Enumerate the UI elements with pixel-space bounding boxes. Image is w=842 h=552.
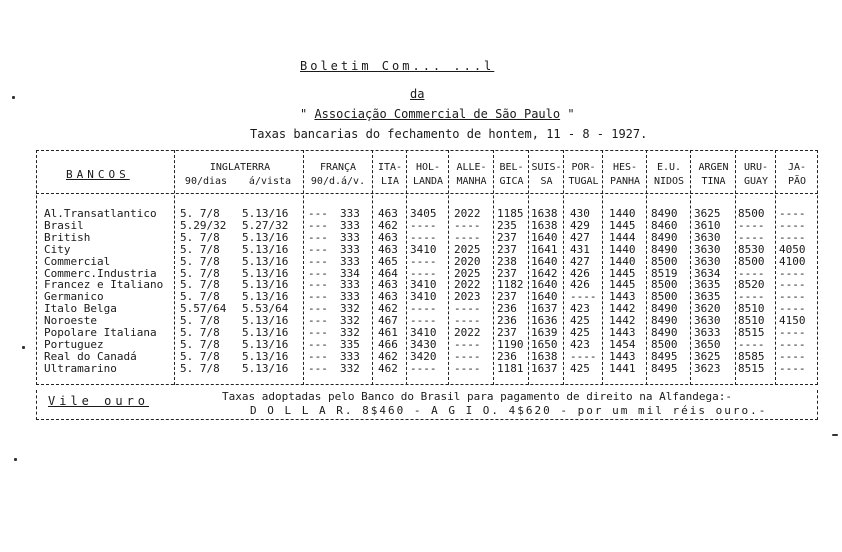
header-franca: FRANÇA — [319, 162, 357, 173]
stray-mark — [22, 346, 25, 349]
cell-all: ---- — [454, 361, 481, 375]
cell-hes: 1442 — [609, 314, 636, 328]
cell-hol: ---- — [410, 230, 437, 244]
cell-uru: 8510 — [738, 302, 765, 316]
cell-all: ---- — [454, 314, 481, 328]
cell-eu: 8490 — [651, 302, 678, 316]
cell-f90: --- — [308, 290, 328, 304]
column-divider — [735, 150, 736, 385]
cell-jap: ---- — [779, 266, 806, 280]
cell-ivista: 5.13/16 — [242, 337, 289, 351]
header-suissa-1: SUIS- — [531, 162, 562, 173]
dollar-agio-line: D O L L A R. 8$460 - A G I O. 4$620 - por um mil réis ouro.- — [250, 404, 768, 417]
cell-sui: 1650 — [531, 337, 558, 351]
header-ing-90dias: 90/dias — [184, 176, 228, 187]
cell-all: 2020 — [454, 254, 481, 268]
cell-bel: 235 — [497, 218, 517, 232]
cell-uru: ---- — [738, 290, 765, 304]
cell-arg: 3630 — [694, 254, 721, 268]
cell-sui: 1639 — [531, 326, 558, 339]
cell-ita: 465 — [378, 254, 398, 268]
adopted-rates-note: Taxas adoptadas pelo Banco do Brasil para pagamento de direito na Alfandega:- — [222, 390, 732, 403]
cell-jap: ---- — [779, 230, 806, 244]
cell-bank: City — [44, 242, 71, 256]
cell-f90: --- — [308, 266, 328, 280]
cell-sui: 1640 — [531, 290, 558, 304]
header-hespanha-2: PANHA — [609, 176, 641, 187]
cell-f90: --- — [308, 254, 328, 268]
cell-bank: Commerc.Industria — [44, 266, 157, 280]
cell-bank: Germanico — [44, 290, 104, 304]
cell-i90: 5.57/64 — [180, 302, 227, 316]
cell-arg: 3633 — [694, 326, 721, 339]
cell-i90: 5. 7/8 — [180, 278, 220, 292]
cell-hes: 1440 — [609, 254, 636, 268]
cell-jap: ---- — [779, 326, 806, 339]
header-argentina-1: ARGEN — [698, 162, 729, 173]
cell-f90: --- — [308, 207, 328, 220]
cell-fvista: 332 — [340, 326, 360, 339]
cell-ita: 466 — [378, 337, 398, 351]
cell-i90: 5. 7/8 — [180, 290, 220, 304]
cell-fvista: 333 — [340, 349, 360, 363]
cell-ivista: 5.13/16 — [242, 349, 289, 363]
cell-sui: 1642 — [531, 266, 558, 280]
cell-f90: --- — [308, 361, 328, 375]
column-divider — [303, 150, 304, 385]
cell-sui: 1637 — [531, 302, 558, 316]
cell-uru: 8530 — [738, 242, 765, 256]
cell-sui: 1638 — [531, 207, 558, 220]
cell-sui: 1638 — [531, 218, 558, 232]
cell-fvista: 333 — [340, 207, 360, 220]
cell-uru: 8515 — [738, 361, 765, 375]
cell-eu: 8500 — [651, 337, 678, 351]
cell-all: ---- — [454, 218, 481, 232]
cell-i90: 5. 7/8 — [180, 254, 220, 268]
cell-f90: --- — [308, 326, 328, 339]
cell-ita: 467 — [378, 314, 398, 328]
cell-fvista: 335 — [340, 337, 360, 351]
cell-bank: Francez e Italiano — [44, 278, 164, 292]
cell-eu: 8500 — [651, 290, 678, 304]
column-divider — [372, 150, 373, 385]
cell-por: 431 — [570, 242, 590, 256]
cell-eu: 8495 — [651, 349, 678, 363]
cell-por: 430 — [570, 207, 590, 220]
header-hespanha-1: HES- — [612, 162, 638, 173]
cell-all: 2023 — [454, 290, 481, 304]
cell-hol: ---- — [410, 254, 437, 268]
cell-ivista: 5.13/16 — [242, 290, 289, 304]
cell-hes: 1445 — [609, 266, 636, 280]
cell-f90: --- — [308, 242, 328, 256]
cell-fvista: 332 — [340, 361, 360, 375]
header-italia-2: LIA — [380, 176, 400, 187]
header-belgica-2: GICA — [499, 176, 524, 187]
cell-ita: 463 — [378, 207, 398, 220]
header-fr-sub: 90/d.á/v. — [310, 176, 366, 187]
cell-arg: 3610 — [694, 218, 721, 232]
cell-fvista: 333 — [340, 290, 360, 304]
stray-mark — [832, 434, 838, 436]
cell-ita: 464 — [378, 266, 398, 280]
cell-arg: 3620 — [694, 302, 721, 316]
cell-f90: --- — [308, 230, 328, 244]
cell-eu: 8495 — [651, 361, 678, 375]
cell-por: 427 — [570, 230, 590, 244]
cell-hes: 1441 — [609, 361, 636, 375]
cell-bank: Popolare Italiana — [44, 326, 157, 339]
cell-bel: 1185 — [497, 207, 524, 220]
header-eunidos-1: E.U. — [656, 162, 682, 173]
cell-f90: --- — [308, 302, 328, 316]
header-eunidos-2: NIDOS — [653, 176, 685, 187]
cell-sui: 1637 — [531, 361, 558, 375]
cell-hol: ---- — [410, 302, 437, 316]
cell-f90: --- — [308, 337, 328, 351]
cell-uru: ---- — [738, 218, 765, 232]
stray-mark — [12, 96, 15, 99]
cell-ivista: 5.13/16 — [242, 314, 289, 328]
cell-i90: 5. 7/8 — [180, 266, 220, 280]
cell-jap: ---- — [779, 349, 806, 363]
column-divider — [563, 150, 564, 385]
cell-uru: ---- — [738, 230, 765, 244]
cell-jap: ---- — [779, 278, 806, 292]
cell-hes: 1443 — [609, 326, 636, 339]
cell-bel: 236 — [497, 314, 517, 328]
cell-jap: 4100 — [779, 254, 806, 268]
column-divider — [775, 150, 776, 385]
cell-f90: --- — [308, 278, 328, 292]
cell-sui: 1641 — [531, 242, 558, 256]
assoc-name-text: Associação Commercial de São Paulo — [314, 107, 561, 121]
column-divider — [602, 150, 603, 385]
cell-all: 2022 — [454, 278, 481, 292]
cell-hol: 3410 — [410, 242, 437, 256]
cell-i90: 5. 7/8 — [180, 207, 220, 220]
cell-por: 427 — [570, 254, 590, 268]
cell-por: 423 — [570, 337, 590, 351]
header-uruguay-1: URU- — [743, 162, 769, 173]
cell-arg: 3630 — [694, 314, 721, 328]
cell-jap: ---- — [779, 361, 806, 375]
column-divider — [174, 150, 175, 385]
cell-ita: 461 — [378, 326, 398, 339]
cell-hol: 3430 — [410, 337, 437, 351]
cell-ita: 462 — [378, 361, 398, 375]
column-divider — [646, 150, 647, 385]
header-ing-avista: á/vista — [248, 176, 292, 187]
cell-hol: ---- — [410, 314, 437, 328]
header-belgica-1: BEL- — [499, 162, 524, 173]
cell-bank: Commercial — [44, 254, 111, 268]
cell-bel: 1190 — [497, 337, 524, 351]
cell-por: 425 — [570, 361, 590, 375]
cell-i90: 5. 7/8 — [180, 337, 220, 351]
cell-por: 426 — [570, 266, 590, 280]
cell-ivista: 5.13/16 — [242, 254, 289, 268]
cell-arg: 3623 — [694, 361, 721, 375]
cell-bel: 237 — [497, 326, 517, 339]
cell-ivista: 5.27/32 — [242, 218, 289, 232]
column-divider — [406, 150, 407, 385]
cell-fvista: 333 — [340, 218, 360, 232]
cell-eu: 8500 — [651, 278, 678, 292]
cell-hol: ---- — [410, 218, 437, 232]
cell-fvista: 332 — [340, 314, 360, 328]
cell-uru: 8585 — [738, 349, 765, 363]
assoc-open: " — [300, 107, 315, 121]
column-divider — [690, 150, 691, 385]
cell-bel: 1182 — [497, 278, 524, 292]
cell-hes: 1440 — [609, 207, 636, 220]
cell-hes: 1443 — [609, 349, 636, 363]
cell-hes: 1454 — [609, 337, 636, 351]
cell-bel: 236 — [497, 349, 517, 363]
cell-i90: 5. 7/8 — [180, 326, 220, 339]
cell-ita: 462 — [378, 349, 398, 363]
cell-fvista: 334 — [340, 266, 360, 280]
cell-hes: 1443 — [609, 290, 636, 304]
cell-hol: ---- — [410, 361, 437, 375]
cell-arg: 3625 — [694, 207, 721, 220]
header-argentina-2: TINA — [701, 176, 726, 187]
cell-all: ---- — [454, 302, 481, 316]
cell-ivista: 5.13/16 — [242, 266, 289, 280]
cell-ita: 463 — [378, 278, 398, 292]
column-divider — [528, 150, 529, 385]
cell-ivista: 5.13/16 — [242, 326, 289, 339]
cell-bank: Al.Transatlantico — [44, 207, 157, 220]
cell-fvista: 332 — [340, 302, 360, 316]
cell-ivista: 5.13/16 — [242, 278, 289, 292]
cell-uru: 8500 — [738, 254, 765, 268]
cell-all: 2025 — [454, 266, 481, 280]
cell-arg: 3635 — [694, 278, 721, 292]
cell-bank: Italo Belga — [44, 302, 117, 316]
cell-bank: Portuguez — [44, 337, 104, 351]
cell-f90: --- — [308, 314, 328, 328]
cell-por: 425 — [570, 314, 590, 328]
cell-sui: 1636 — [531, 314, 558, 328]
cell-jap: 4150 — [779, 314, 806, 328]
cell-fvista: 333 — [340, 230, 360, 244]
cell-bank: British — [44, 230, 91, 244]
cell-fvista: 333 — [340, 242, 360, 256]
column-divider — [448, 150, 449, 385]
cell-eu: 8460 — [651, 218, 678, 232]
header-portugal-1: POR- — [571, 162, 596, 173]
cell-ita: 463 — [378, 230, 398, 244]
cell-eu: 8490 — [651, 314, 678, 328]
cell-fvista: 333 — [340, 254, 360, 268]
cell-uru: 8510 — [738, 314, 765, 328]
cell-all: 2022 — [454, 207, 481, 220]
cell-bel: 237 — [497, 266, 517, 280]
cell-ivista: 5.53/64 — [242, 302, 289, 316]
cell-bank: Brasil — [44, 218, 84, 232]
header-allemanha-1: ALLE- — [456, 162, 487, 173]
cell-i90: 5. 7/8 — [180, 230, 220, 244]
cell-arg: 3625 — [694, 349, 721, 363]
cell-jap: ---- — [779, 207, 806, 220]
cell-hes: 1442 — [609, 302, 636, 316]
cell-ita: 463 — [378, 290, 398, 304]
cell-ita: 462 — [378, 218, 398, 232]
header-uruguay-2: GUAY — [743, 176, 769, 187]
cell-bel: 237 — [497, 242, 517, 256]
cell-hes: 1445 — [609, 278, 636, 292]
cell-bank: Ultramarino — [44, 361, 117, 375]
cell-i90: 5. 7/8 — [180, 242, 220, 256]
cell-hes: 1444 — [609, 230, 636, 244]
cell-uru: 8500 — [738, 207, 765, 220]
cell-all: ---- — [454, 230, 481, 244]
document-preposition: da — [410, 87, 425, 101]
header-suissa-2: SA — [540, 176, 553, 187]
cell-bel: 237 — [497, 230, 517, 244]
cell-sui: 1640 — [531, 230, 558, 244]
cell-i90: 5. 7/8 — [180, 314, 220, 328]
header-holanda-1: HOL- — [415, 162, 441, 173]
association-name — [300, 108, 575, 120]
cell-hes: 1440 — [609, 242, 636, 256]
cell-eu: 8490 — [651, 207, 678, 220]
header-divider — [36, 193, 818, 194]
cell-por: 429 — [570, 218, 590, 232]
cell-f90: --- — [308, 218, 328, 232]
header-japao-1: JA- — [787, 162, 807, 173]
cell-bank: Real do Canadá — [44, 349, 137, 363]
cell-eu: 8490 — [651, 230, 678, 244]
header-inglaterra: INGLATERRA — [209, 162, 271, 173]
cell-por: 423 — [570, 302, 590, 316]
column-divider — [493, 150, 494, 385]
rates-caption: Taxas bancarias do fechamento de hontem, 11 - 8 - 1927. — [250, 127, 648, 141]
cell-eu: 8490 — [651, 326, 678, 339]
cell-arg: 3634 — [694, 266, 721, 280]
cell-sui: 1638 — [531, 349, 558, 363]
cell-i90: 5.29/32 — [180, 218, 227, 232]
cell-sui: 1640 — [531, 254, 558, 268]
cell-bank: Noroeste — [44, 314, 97, 328]
cell-uru: ---- — [738, 266, 765, 280]
cell-bel: 1181 — [497, 361, 524, 375]
cell-bel: 236 — [497, 302, 517, 316]
cell-ita: 463 — [378, 242, 398, 256]
cell-hol: 3410 — [410, 326, 437, 339]
cell-all: ---- — [454, 349, 481, 363]
cell-all: ---- — [454, 337, 481, 351]
cell-hes: 1445 — [609, 218, 636, 232]
cell-por: 426 — [570, 278, 590, 292]
cell-f90: --- — [308, 349, 328, 363]
cell-hol: 3420 — [410, 349, 437, 363]
cell-uru: 8520 — [738, 278, 765, 292]
cell-uru: 8515 — [738, 326, 765, 339]
cell-ivista: 5.13/16 — [242, 230, 289, 244]
cell-hol: 3410 — [410, 290, 437, 304]
vile-ouro-label: Vile ouro — [48, 394, 150, 408]
cell-por: ---- — [570, 290, 597, 304]
cell-hol: ---- — [410, 266, 437, 280]
cell-ivista: 5.13/16 — [242, 361, 289, 375]
cell-fvista: 333 — [340, 278, 360, 292]
stray-mark — [14, 458, 17, 461]
cell-jap: 4050 — [779, 242, 806, 256]
cell-bel: 238 — [497, 254, 517, 268]
cell-hol: 3410 — [410, 278, 437, 292]
cell-arg: 3630 — [694, 230, 721, 244]
cell-jap: ---- — [779, 218, 806, 232]
cell-uru: ---- — [738, 337, 765, 351]
header-portugal-2: TUGAL — [568, 176, 599, 187]
header-holanda-2: LANDA — [412, 176, 444, 187]
cell-hol: 3405 — [410, 207, 437, 220]
cell-bel: 237 — [497, 290, 517, 304]
cell-all: 2025 — [454, 242, 481, 256]
header-japao-2: PÃO — [787, 176, 807, 187]
header-allemanha-2: MANHA — [456, 176, 487, 187]
cell-arg: 3630 — [694, 242, 721, 256]
document-title: Boletim Com... ...l — [300, 59, 495, 73]
cell-arg: 3635 — [694, 290, 721, 304]
cell-i90: 5. 7/8 — [180, 349, 220, 363]
cell-all: 2022 — [454, 326, 481, 339]
cell-ivista: 5.13/16 — [242, 242, 289, 256]
header-italia-1: ITA- — [377, 162, 403, 173]
header-bancos: BANCOS — [66, 168, 130, 181]
cell-eu: 8490 — [651, 242, 678, 256]
cell-jap: ---- — [779, 337, 806, 351]
assoc-close: " — [560, 107, 575, 121]
cell-jap: ---- — [779, 302, 806, 316]
cell-ivista: 5.13/16 — [242, 207, 289, 220]
cell-i90: 5. 7/8 — [180, 361, 220, 375]
cell-por: ---- — [570, 349, 597, 363]
cell-eu: 8500 — [651, 254, 678, 268]
cell-arg: 3650 — [694, 337, 721, 351]
cell-sui: 1640 — [531, 278, 558, 292]
cell-ita: 462 — [378, 302, 398, 316]
cell-eu: 8519 — [651, 266, 678, 280]
cell-jap: ---- — [779, 290, 806, 304]
cell-por: 425 — [570, 326, 590, 339]
